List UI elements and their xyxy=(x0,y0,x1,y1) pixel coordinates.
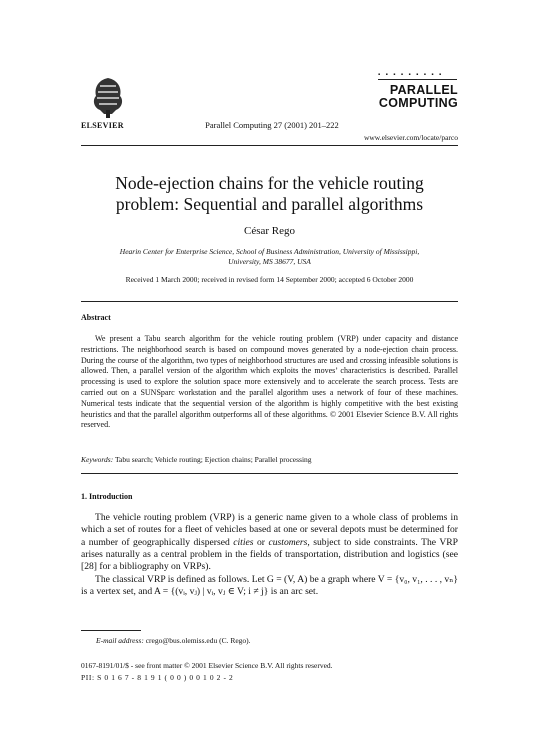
pii-line: PII: S 0 1 6 7 - 8 1 9 1 ( 0 0 ) 0 0 1 0 2 - 2 xyxy=(81,673,234,682)
abstract-body: We present a Tabu search algorithm for the vehicle routing problem (VRP) under capacity and distance restrictions. The neighborhood search is based on compound moves generated by a node-ejection chain process. During the course of the algorithm, two types of neighborhood structures are used and crossing infeasible solutions is allowed. Then, a parallel version of the algorithm which exploits the moves’ characteristics is described. Parallel processing is used to explore the solution space more extensively and to accelerate the search process. Tests are carried out on a SUNSparc workstation and the parallel algorithm uses a network of four of these machines. Numerical tests indicate that the sequential version of the algorithm is highly competitive with the best existing heuristics and that the parallel algorithm outperforms all of these algorithms. © 2001 Elsevier Science B.V. All rights reserved. xyxy=(81,334,458,430)
intro-p1-part-a: The vehicle routing problem (VRP) is a generic name given to a whole class of problems in which a set of routes for a fleet of vehicles based at one or several depots must be determined for a number of geographically dispersed xyxy=(81,512,458,548)
section-heading-introduction: 1. Introduction xyxy=(81,492,133,501)
keywords-list: Tabu search; Vehicle routing; Ejection chains; Parallel processing xyxy=(113,455,312,464)
author-name: César Rego xyxy=(243,225,295,237)
abstract-bottom-rule xyxy=(81,473,458,474)
intro-p1-part-b: , subject to side constraints. The VRP arises naturally as a central problem in the fields of transportation, distribution and logistics (see [28] for a bibliography on VRPs). xyxy=(81,536,459,573)
affiliation-line-1: Hearin Center for Enterprise Science, School of Business Administration, University of Mississippi, xyxy=(119,247,420,256)
journal-citation: Parallel Computing 27 (2001) 201–222 xyxy=(205,120,339,130)
intro-paragraph-2: The classical VRP is defined as follows. Let G = (V, A) be a graph where V = {v₀, v₁, . . . , vₙ} is a vertex set, and A = {(vᵢ, vⱼ) | vᵢ, vⱼ ∈ V; i ≠ j} is an arc set. xyxy=(81,574,458,598)
journal-brand-ornament-icon: ▪ ▪ ▪ ▪ ▪ ▪ ▪ ▪ ▪ xyxy=(378,72,444,78)
journal-brand-line1: PARALLEL xyxy=(389,83,458,97)
article-title xyxy=(81,173,458,215)
email-label: E-mail address: xyxy=(96,636,144,645)
keywords-label: Keywords: xyxy=(81,455,114,464)
email-address: crego@bus.olemiss.edu (C. Rego). xyxy=(143,636,251,645)
header-rule xyxy=(81,145,458,146)
journal-url-link[interactable]: www.elsevier.com/locate/parco xyxy=(363,133,458,142)
intro-p1-or: or xyxy=(253,536,269,548)
intro-paragraph-1 xyxy=(81,512,458,573)
brand-divider xyxy=(378,79,457,80)
keywords xyxy=(81,455,458,464)
abstract-top-rule xyxy=(81,301,458,302)
journal-brand xyxy=(378,84,458,110)
title-line-1: Node-ejection chains for the vehicle routing xyxy=(115,173,424,193)
affiliation-line-2: University, MS 38677, USA xyxy=(228,257,311,266)
footnote-email xyxy=(96,636,251,645)
footnote-rule xyxy=(81,630,141,631)
abstract-heading: Abstract xyxy=(81,313,111,322)
intro-p1-customers: customers xyxy=(268,536,308,548)
title-line-2: problem: Sequential and parallel algorithms xyxy=(115,194,424,214)
publisher-logo-text: ELSEVIER xyxy=(81,121,124,130)
intro-p1-cities: cities xyxy=(233,536,254,548)
journal-brand-line2: COMPUTING xyxy=(378,96,458,110)
received-dates: Received 1 March 2000; received in revised form 14 September 2000; accepted 6 October 2000 xyxy=(125,275,414,284)
front-matter-line: 0167-8191/01/$ - see front matter © 2001 Elsevier Science B.V. All rights reserved. xyxy=(81,661,333,670)
author-affiliation xyxy=(81,247,458,267)
